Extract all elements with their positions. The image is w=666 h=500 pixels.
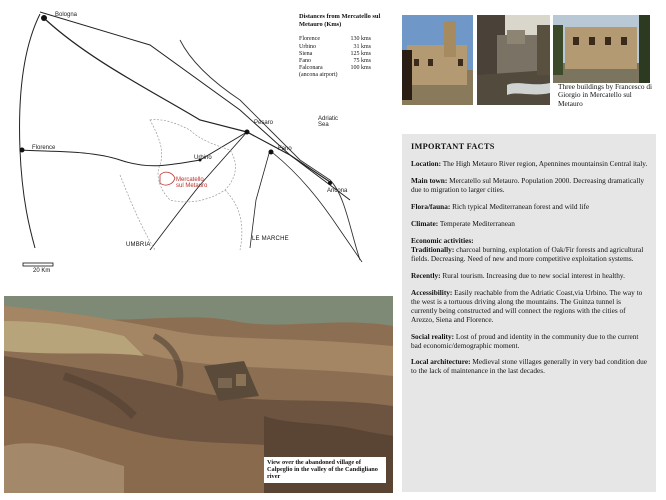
fact-accessibility: Accessibility: Easily reachable from the Adriatic Coast,via Urbino. The way to the west is a tortuous driving along the mountains. The Guinza tunnel is currently being constructed and will connect the regions with the cities of Arezzo, Siena and Florence. [411, 288, 643, 324]
region-umbria: UMBRIA [126, 242, 151, 248]
distance-row: Florence 130 kms [299, 36, 371, 43]
florence-marker [20, 148, 25, 153]
road-line [273, 153, 362, 262]
distance-row: Falconara 100 kms [299, 65, 371, 72]
bologna-marker [41, 15, 47, 21]
city-florence: Florence [32, 145, 56, 151]
city-pesaro: Pesaro [254, 120, 274, 126]
city-ancona: Ancona [327, 188, 348, 194]
region-map [0, 0, 392, 292]
road-line [20, 14, 40, 248]
scale-bar [23, 263, 53, 266]
distances-title: Distances from Mercatello sul Metauro (Kms) [299, 13, 381, 28]
landscape-caption: View over the abandoned village of Calpeglio in the valley of the Candigliano river [264, 457, 386, 483]
road-line [250, 150, 270, 248]
fact-main-town: Main town: Mercatello sul Metauro. Population 2000. Decreasing dramatically due to migration to larger cities. [411, 176, 645, 194]
distance-row: Fano 75 kms [299, 57, 371, 64]
regional-boundary [225, 190, 242, 250]
city-mercatello: Mercatello sul Metauro [176, 177, 208, 189]
photos-caption: Three buildings by Francesco di Giorgio in Mercatello sul Metauro [558, 82, 653, 108]
regional-boundary [120, 175, 155, 250]
road-line [150, 132, 247, 250]
important-facts-panel [402, 134, 656, 492]
ancona-marker [328, 181, 332, 185]
distances-note: (ancona airport) [299, 72, 338, 79]
road-line [46, 20, 330, 182]
city-urbino: Urbino [194, 155, 212, 161]
distance-row: Siena 125 kms [299, 50, 371, 57]
fact-architecture: Local architecture: Medieval stone villages generally in very bad condition due to the lack of maintenance in the last decades. [411, 357, 648, 376]
fact-flora: Flora/fauna: Rich typical Mediterranean forest and wild life [411, 201, 590, 211]
fact-climate: Climate: Temperate Mediterranean [411, 218, 515, 228]
fano-marker [269, 150, 274, 155]
building-photo-2 [477, 15, 550, 105]
fact-social: Social reality: Lost of proud and identity in the community due to the current bad economic/demographic moment. [411, 331, 639, 350]
sea-adriatic: Adriatic Sea [318, 116, 339, 128]
distances-table [299, 13, 387, 80]
facts-title: IMPORTANT FACTS [411, 142, 495, 151]
fact-location: Location: The High Metauro River region, Apennines mountainsin Central italy. [411, 159, 648, 169]
city-fano: Fano [278, 146, 292, 152]
pesaro-marker [245, 130, 250, 135]
fact-economic: Economic activities: Traditionally: charcoal burning, explotation of Oak/Fir forests and agricultural fields. Decreasing. Need of new and more competitive exploitation systems. [411, 235, 644, 264]
city-bologna: Bologna [55, 12, 78, 18]
building-photo-3 [553, 15, 650, 83]
distance-row: Urbino 31 kms [299, 43, 371, 50]
fact-recently: Recently: Rural tourism. Increasing due to new social interest in healthy. [411, 271, 625, 281]
building-photo-1 [402, 15, 473, 105]
region-le-marche: LE MARCHE [252, 236, 289, 242]
mercatello-marker [160, 172, 175, 185]
scale-label: 20 Km [33, 268, 51, 274]
